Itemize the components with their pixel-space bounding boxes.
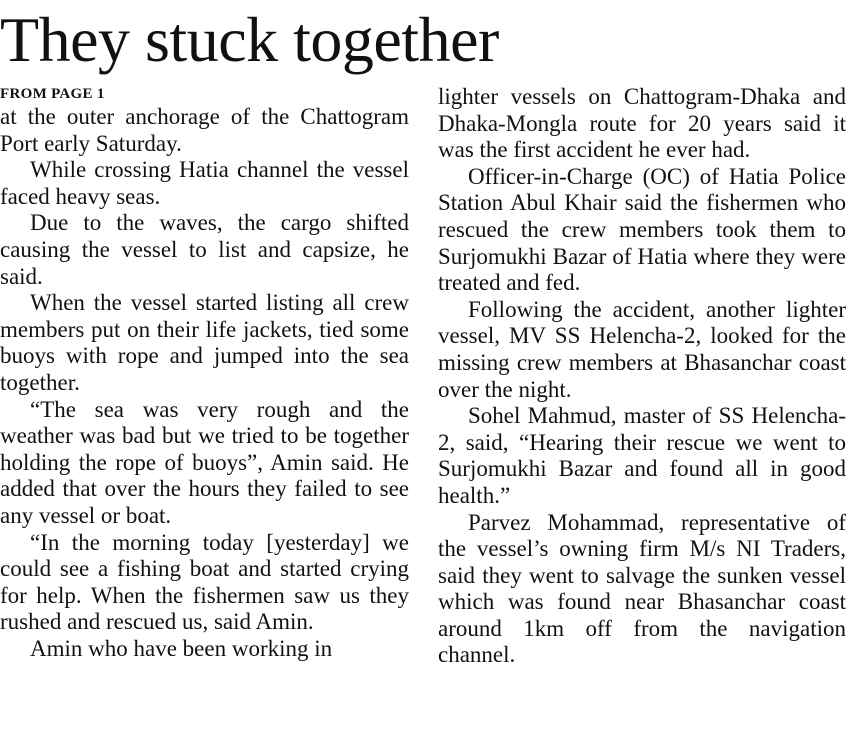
paragraph: While crossing Hatia channel the vessel faced heavy seas.: [0, 157, 409, 209]
paragraph: Amin who have been working in: [30, 635, 333, 661]
paragraph: lighter vessels on Chattogram-Dhaka and Dhaka-Mongla route for 20 years said it was the first accident he ever had.: [438, 84, 846, 163]
paragraph: at the outer anchorage of the Chattogram Port early Saturday.: [0, 104, 409, 156]
headline: They stuck together: [0, 4, 499, 75]
article-column-left: [0, 84, 409, 662]
jump-line: FROM PAGE 1: [0, 86, 105, 102]
paragraph: When the vessel started listing all crew members put on their life jackets, tied some buoys with rope and jumped into the sea together.: [0, 290, 409, 395]
paragraph: Sohel Mahmud, master of SS Helencha-2, said, “Hearing their rescue we went to Surjomukhi Bazar and found all in good health.”: [438, 403, 846, 508]
paragraph: Following the accident, another lighter vessel, MV SS Helencha-2, looked for the missing crew members at Bhasanchar coast over the night.: [438, 296, 846, 402]
article-column-right: [438, 84, 846, 669]
paragraph: “In the morning today [yesterday] we could see a fishing boat and started crying for help. When the fishermen saw us they rushed and rescued us, said Amin.: [0, 529, 409, 635]
paragraph: Parvez Mohammad, representative of the vessel’s owning firm M/s NI Traders, said they went to salvage the sunken vessel which was found near Bhasanchar coast around 1km off from the navigation channel.: [438, 509, 846, 668]
paragraph: Due to the waves, the cargo shifted causing the vessel to list and capsize, he said.: [0, 210, 409, 289]
paragraph: “The sea was very rough and the weather was bad but we tried to be together holding the rope of buoys”, Amin said. He added that over the hours they failed to see any vessel or boat.: [0, 396, 409, 528]
paragraph: Officer-in-Charge (OC) of Hatia Police Station Abul Khair said the fishermen who rescued the crew members took them to Surjomukhi Bazar of Hatia where they were treated and fed.: [438, 163, 846, 296]
